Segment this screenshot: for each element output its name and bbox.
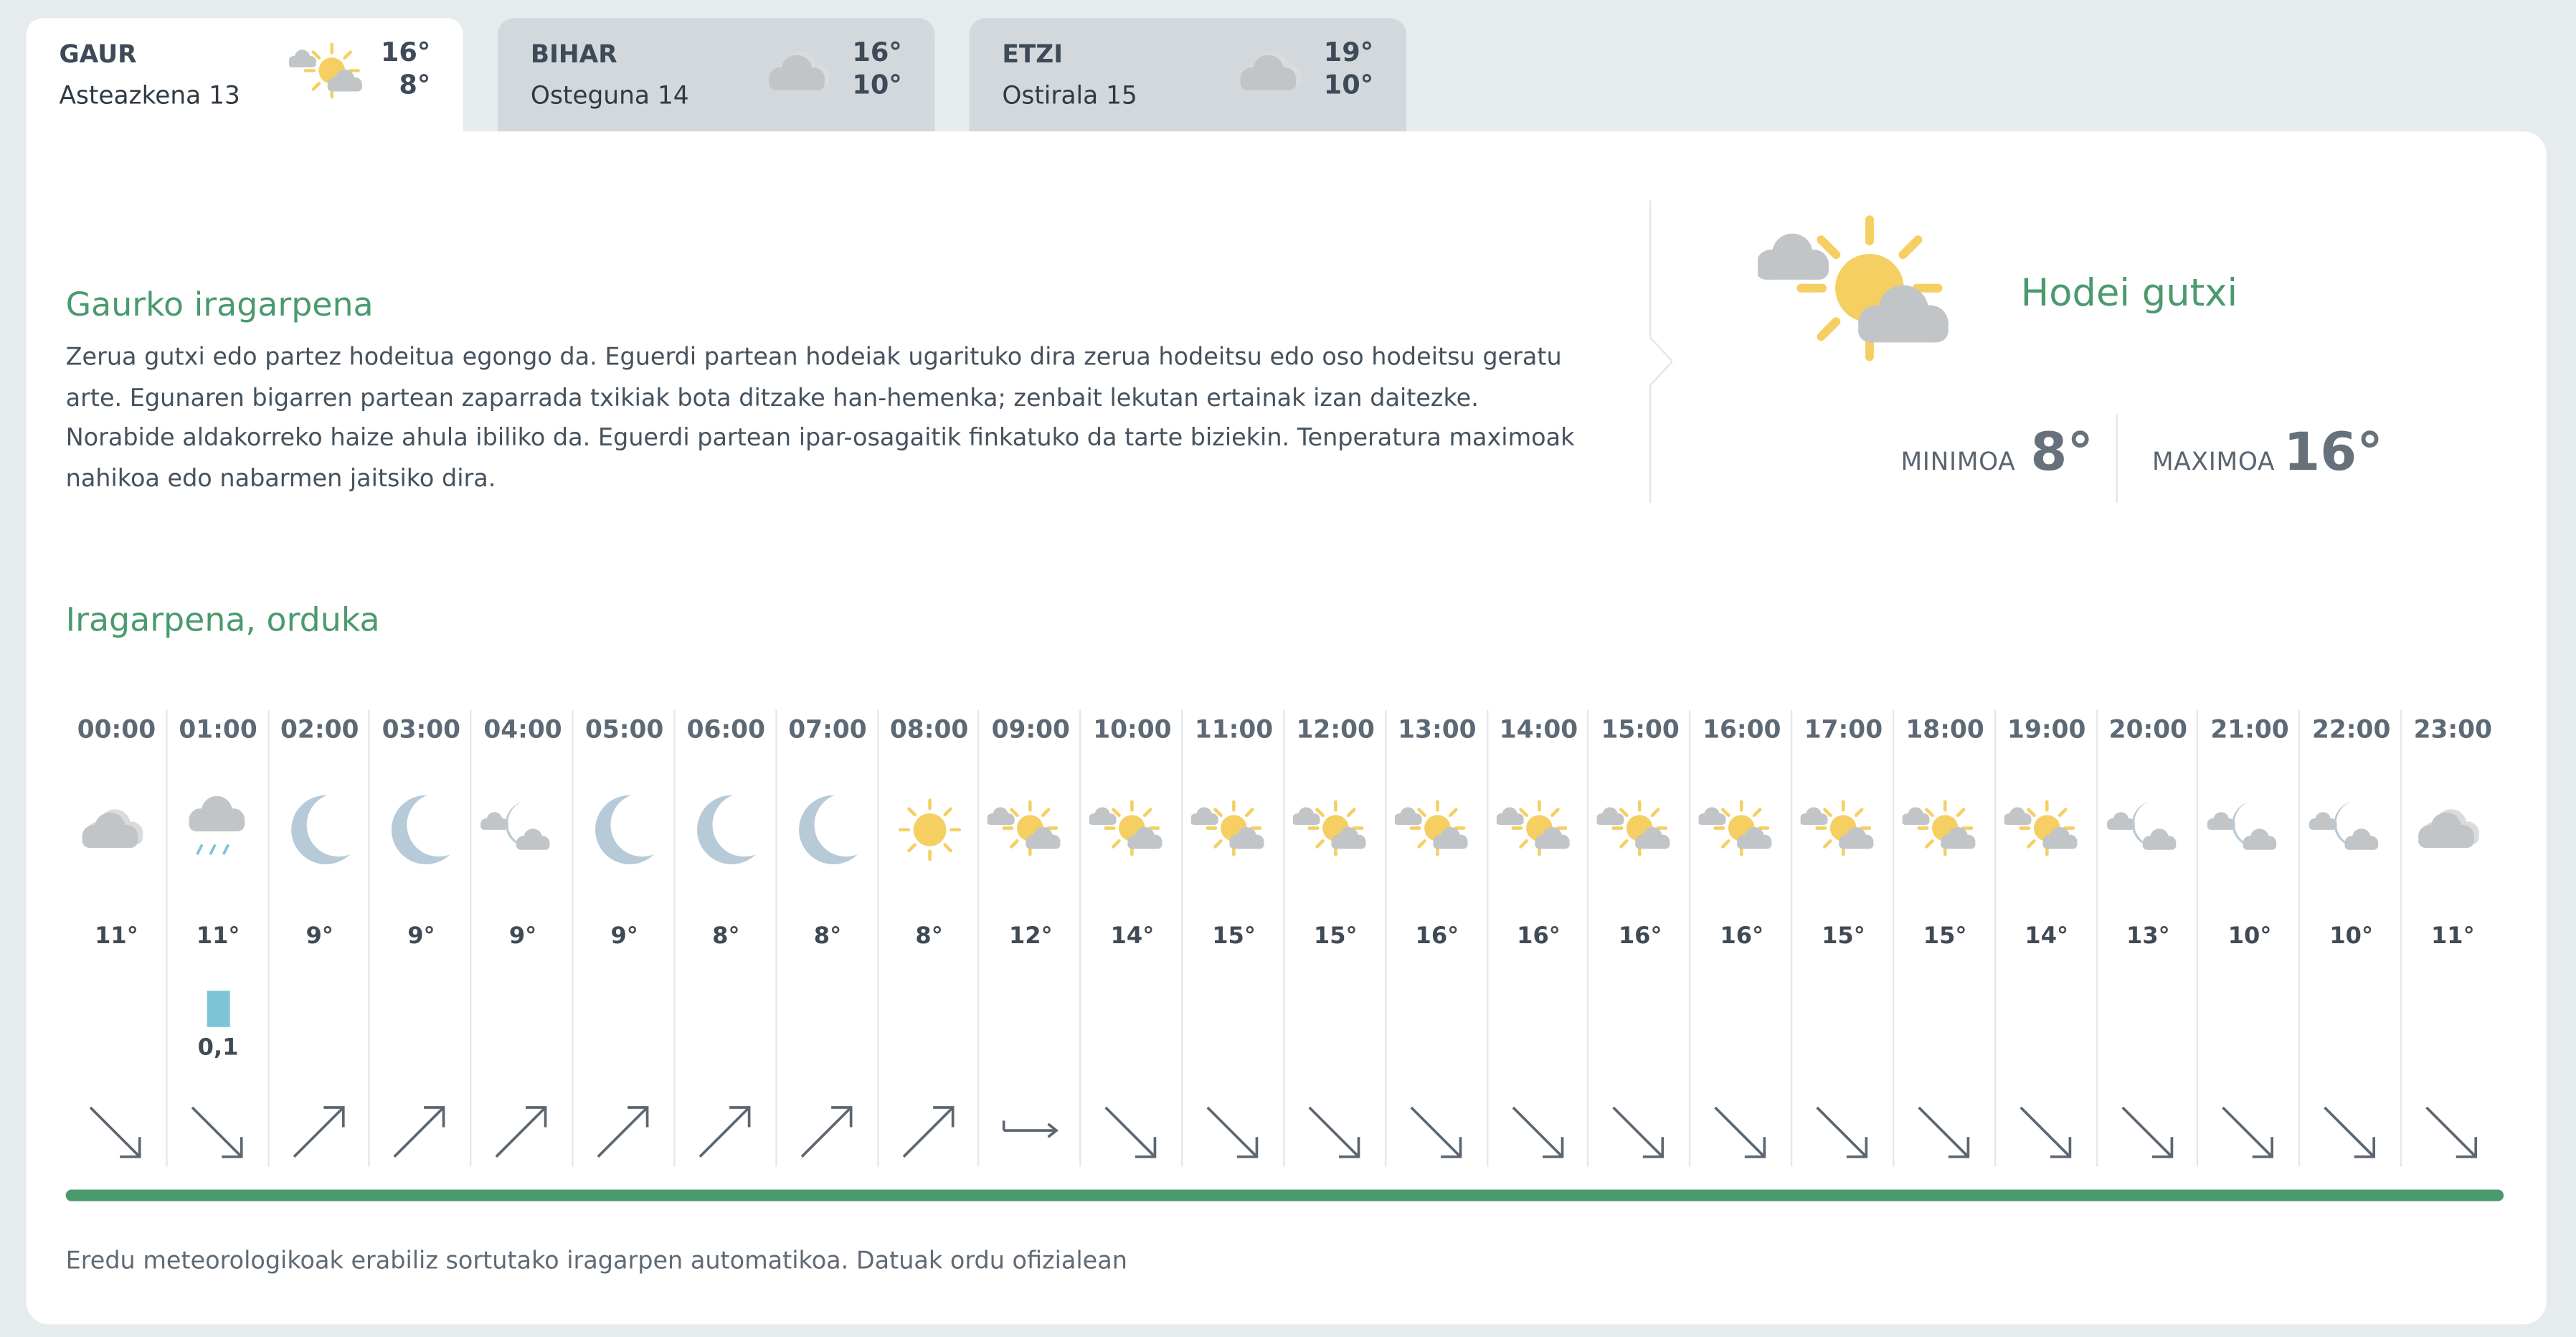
- max-label: MAXIMOA: [2151, 447, 2276, 477]
- min-value: 8°: [2030, 420, 2094, 483]
- hour-column: [777, 710, 879, 1167]
- hour-temp: 15°: [1313, 923, 1358, 950]
- hour-temp: 11°: [2430, 923, 2475, 950]
- hour-column: [1894, 710, 1996, 1167]
- hour-time: 18:00: [1905, 714, 1984, 745]
- precip-amount: 0,1: [197, 1035, 239, 1062]
- wind-arrow-se-icon: [1811, 1101, 1877, 1167]
- precip-bar: [207, 991, 229, 1026]
- hour-time: 19:00: [2007, 714, 2086, 745]
- hour-column: [1488, 710, 1590, 1167]
- wind-arrow-ne-icon: [389, 1101, 455, 1167]
- wind-arrow-se-icon: [1912, 1101, 1978, 1167]
- hour-temp: 14°: [2025, 923, 2069, 950]
- hour-temp: 16°: [1415, 923, 1459, 950]
- hour-time: 10:00: [1093, 714, 1172, 745]
- cloud-icon: [1232, 34, 1317, 110]
- forecast-text: Zerua gutxi edo partez hodeitua egongo da. Eguerdi partean hodeiak ugarituko dira zerua hodeitsu edo oso hodeitsu geratu arte. Egunaren bigarren partean zaparrada txikiak bota ditzake han-hemenka; zenbait lekutan ertainak izan daitezke. Norabide aldakorreko haize ahula ibiliko da. Eguerdi partean ipar-osagaitik finkatuko da tarte biziekin. Tenperatura maximoak nahikoa edo nabarmen jaitsiko dira.: [65, 343, 1575, 493]
- hour-time: 07:00: [788, 714, 867, 745]
- wind-arrow-ne-icon: [490, 1101, 556, 1167]
- hour-column: [472, 710, 574, 1167]
- hour-time: 23:00: [2413, 714, 2493, 745]
- chevron-right-icon: [1649, 337, 1672, 387]
- hour-time: 13:00: [1398, 714, 1477, 745]
- rain-cloud-icon: [176, 792, 261, 867]
- tab-name: BIHAR: [530, 39, 617, 70]
- divider: [2116, 414, 2118, 503]
- hour-time: 05:00: [584, 714, 664, 745]
- moon-icon: [683, 792, 769, 867]
- moon-cloud-icon: [2207, 792, 2292, 867]
- wind-arrow-se-icon: [1201, 1101, 1267, 1167]
- sun-cloud-icon: [1496, 792, 1581, 867]
- hour-time: 06:00: [686, 714, 766, 745]
- sun-cloud-icon: [1293, 792, 1378, 867]
- hour-column: [676, 710, 777, 1167]
- hour-temp: 10°: [2227, 923, 2272, 950]
- moon-icon: [582, 792, 667, 867]
- sun-cloud-icon: [1801, 792, 1886, 867]
- wind-arrow-se-icon: [1607, 1101, 1673, 1167]
- wind-arrow-se-icon: [1302, 1101, 1368, 1167]
- hour-time: 11:00: [1194, 714, 1274, 745]
- hour-column: [167, 710, 269, 1167]
- tab-min-temp: 10°: [1323, 69, 1374, 100]
- moon-icon: [785, 792, 870, 867]
- hour-column: [1996, 710, 2098, 1167]
- hour-column: [1081, 710, 1183, 1167]
- wind-arrow-se-icon: [2319, 1101, 2385, 1167]
- hour-column: [1589, 710, 1691, 1167]
- hour-temp: 9°: [306, 923, 333, 950]
- hour-temp: 15°: [1923, 923, 1967, 950]
- hour-temp: 11°: [196, 923, 240, 950]
- cloud-icon: [2410, 792, 2496, 867]
- hour-temp: 9°: [610, 923, 638, 950]
- cloud-icon: [761, 34, 846, 110]
- hour-column: [2199, 710, 2301, 1167]
- wind-arrow-se-icon: [2014, 1101, 2080, 1167]
- hour-time: 01:00: [179, 714, 257, 745]
- forecast-title: Gaurko iragarpena: [65, 284, 374, 324]
- hour-temp: 8°: [712, 923, 740, 950]
- hour-column: [66, 710, 168, 1167]
- wind-arrow-ne-icon: [287, 1101, 353, 1167]
- hour-temp: 15°: [1212, 923, 1256, 950]
- hour-time: 12:00: [1296, 714, 1375, 745]
- wind-arrow-se-icon: [1404, 1101, 1470, 1167]
- hour-temp: 12°: [1008, 923, 1053, 950]
- hour-temp: 9°: [508, 923, 537, 950]
- hour-column: [1386, 710, 1488, 1167]
- hour-temp: 8°: [915, 923, 943, 950]
- wind-arrow-ne-icon: [693, 1101, 759, 1167]
- hour-column: [879, 710, 980, 1167]
- hourly-grid: [66, 710, 2504, 1167]
- hourly-title: Iragarpena, orduka: [65, 600, 380, 640]
- hour-time: 04:00: [483, 714, 562, 745]
- hour-time: 08:00: [889, 714, 969, 745]
- sun-cloud-icon: [1758, 194, 1981, 391]
- wind-arrow-se-icon: [2217, 1101, 2283, 1167]
- sun-cloud-icon: [289, 34, 374, 110]
- wind-arrow-ne-icon: [592, 1101, 658, 1167]
- sun-cloud-icon: [1699, 792, 1784, 867]
- sun-cloud-icon: [1598, 792, 1683, 867]
- hour-time: 20:00: [2108, 714, 2188, 745]
- hour-time: 09:00: [991, 714, 1070, 745]
- timeline-bar: [66, 1190, 2504, 1201]
- hour-time: 17:00: [1804, 714, 1883, 745]
- tab-today[interactable]: [27, 18, 463, 136]
- tab-name: ETZI: [1002, 39, 1064, 70]
- hour-column: [980, 710, 1081, 1167]
- cloud-icon: [74, 792, 159, 867]
- wind-arrow-se-icon: [1099, 1101, 1165, 1167]
- hour-column: [1691, 710, 1793, 1167]
- hour-time: 16:00: [1703, 714, 1781, 745]
- hour-time: 15:00: [1601, 714, 1680, 745]
- max-value: 16°: [2283, 420, 2383, 483]
- sky-summary: Hodei gutxi: [2020, 273, 2238, 316]
- hour-time: 03:00: [382, 714, 461, 745]
- moon-cloud-icon: [2309, 792, 2394, 867]
- hour-column: [1793, 710, 1895, 1167]
- wind-arrow-e-icon: [998, 1101, 1064, 1167]
- hour-temp: 8°: [813, 923, 842, 950]
- hour-temp: 16°: [1517, 923, 1561, 950]
- wind-arrow-ne-icon: [896, 1101, 962, 1167]
- hour-time: 00:00: [77, 714, 156, 745]
- moon-icon: [277, 792, 362, 867]
- tab-date: Osteguna 14: [530, 80, 689, 110]
- tab-date: Ostirala 15: [1002, 80, 1137, 110]
- sun-icon: [886, 792, 972, 867]
- hour-temp: 14°: [1110, 923, 1155, 950]
- tab-min-temp: 8°: [399, 69, 431, 100]
- sun-cloud-icon: [1089, 792, 1175, 867]
- moon-cloud-icon: [2106, 792, 2191, 867]
- forecast-panel: [27, 131, 2547, 1324]
- sun-cloud-icon: [1903, 792, 1988, 867]
- moon-icon: [379, 792, 464, 867]
- hour-column: [574, 710, 676, 1167]
- hour-temp: 16°: [1720, 923, 1764, 950]
- hour-temp: 11°: [95, 923, 138, 950]
- wind-arrow-se-icon: [2420, 1101, 2486, 1167]
- wind-arrow-se-icon: [1506, 1101, 1572, 1167]
- wind-arrow-se-icon: [185, 1101, 251, 1167]
- hour-temp: 15°: [1822, 923, 1865, 950]
- hour-column: [1284, 710, 1386, 1167]
- moon-cloud-icon: [480, 792, 565, 867]
- hour-column: [269, 710, 371, 1167]
- wind-arrow-se-icon: [2116, 1101, 2182, 1167]
- hour-time: 22:00: [2311, 714, 2391, 745]
- tab-date: Asteazkena 13: [59, 80, 240, 110]
- tab-max-temp: 16°: [852, 36, 902, 67]
- hour-column: [2098, 710, 2199, 1167]
- hour-temp: 13°: [2126, 923, 2170, 950]
- hour-time: 14:00: [1499, 714, 1578, 745]
- hour-column: [2301, 710, 2402, 1167]
- hour-time: 02:00: [280, 714, 359, 745]
- hour-temp: 9°: [407, 923, 435, 950]
- sun-cloud-icon: [2004, 792, 2089, 867]
- wind-arrow-se-icon: [1709, 1101, 1775, 1167]
- tab-name: GAUR: [59, 39, 137, 70]
- sun-cloud-icon: [1191, 792, 1277, 867]
- hour-temp: 16°: [1618, 923, 1662, 950]
- footer-note: Eredu meteorologikoak erabiliz sortutako iragarpen automatikoa. Datuak ordu ofizialean: [65, 1247, 1127, 1275]
- hour-temp: 10°: [2329, 923, 2374, 950]
- tab-max-temp: 19°: [1323, 36, 1374, 67]
- tab-day-after[interactable]: [970, 18, 1406, 133]
- tab-min-temp: 10°: [852, 69, 902, 100]
- min-label: MINIMOA: [1900, 447, 2016, 477]
- sun-cloud-icon: [1394, 792, 1479, 867]
- hour-column: [1183, 710, 1285, 1167]
- wind-arrow-se-icon: [84, 1101, 150, 1167]
- tab-tomorrow[interactable]: [498, 18, 934, 133]
- tab-max-temp: 16°: [380, 36, 431, 67]
- hour-column: [371, 710, 473, 1167]
- hour-column: [2402, 710, 2504, 1167]
- hour-time: 21:00: [2210, 714, 2289, 745]
- sun-cloud-icon: [988, 792, 1074, 867]
- wind-arrow-ne-icon: [795, 1101, 861, 1167]
